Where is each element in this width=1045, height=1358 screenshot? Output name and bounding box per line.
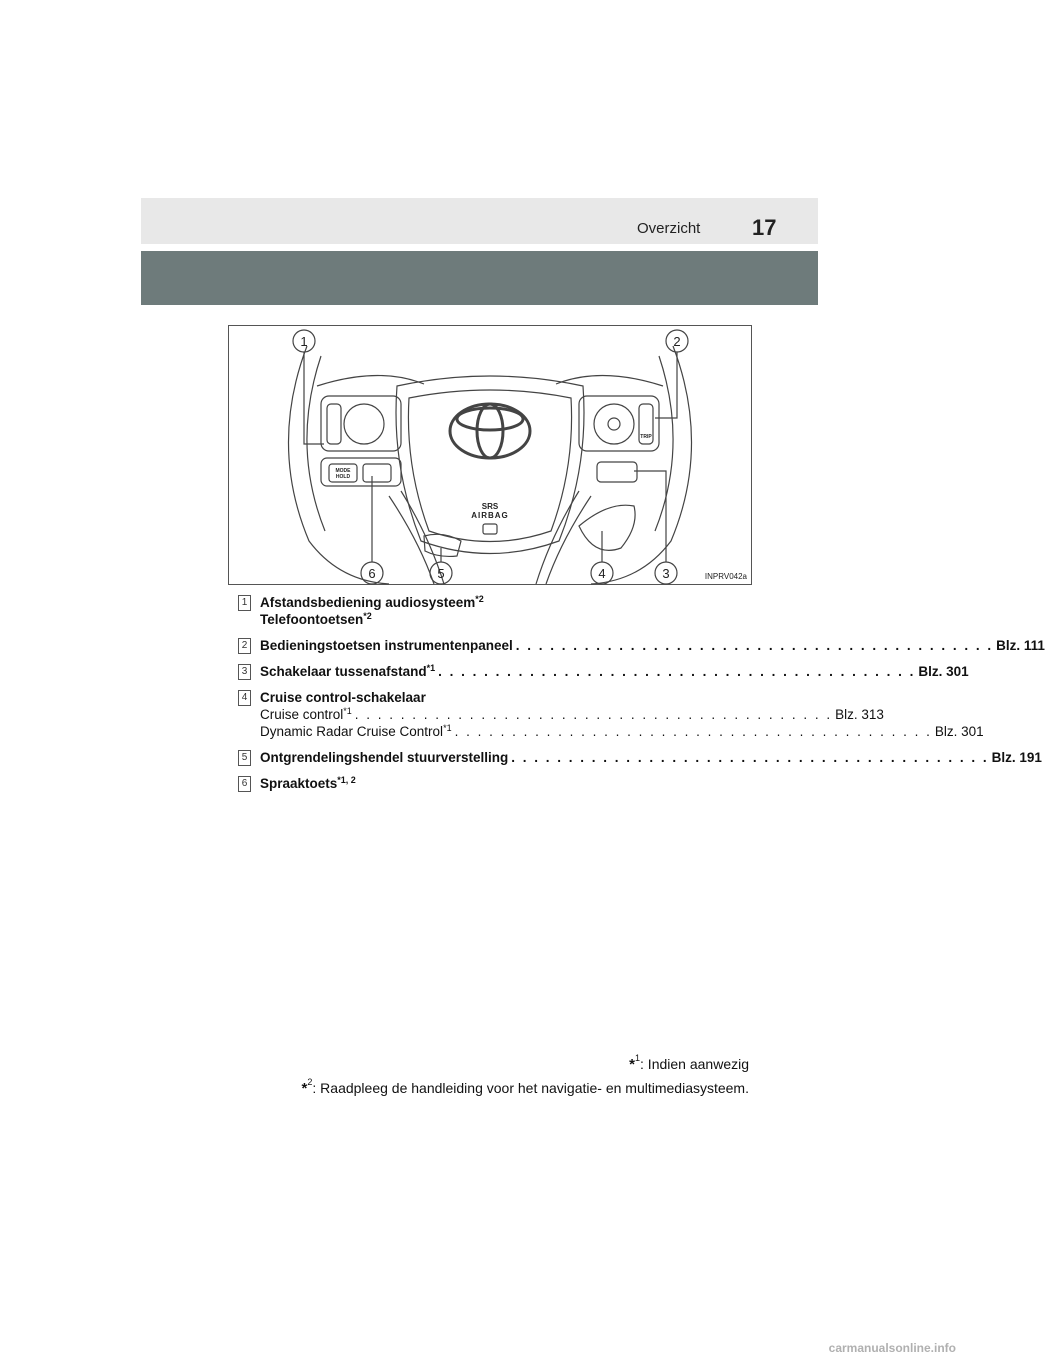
item-number-badge: 1 (238, 595, 251, 611)
image-code: INPRV042a (704, 572, 747, 581)
item-number-badge: 3 (238, 664, 251, 680)
item-number-badge: 5 (238, 750, 251, 766)
steering-wheel-figure (228, 325, 752, 585)
leader-dots: . . . . . . . . . . . . . . . . . . . . . . . . . . . . . . . . . . . . . . . . . . (511, 750, 989, 765)
page-reference: Blz. 191 (991, 750, 1042, 765)
header-dark-band (141, 251, 818, 305)
callout-1: 1 (300, 334, 308, 349)
list-item (238, 594, 738, 628)
hold-label: HOLD (335, 474, 351, 480)
watermark: carmanualsonline.info (828, 1341, 956, 1355)
item-label: Telefoontoetsen$^{*2}$ (260, 611, 372, 627)
item-label: Dynamic Radar Cruise Control$^{*1}$ (260, 723, 452, 739)
item-label: Cruise control$^{*1}$ (260, 706, 352, 722)
airbag-label-srs: SRS (481, 502, 499, 511)
airbag-label-airbag: AIRBAG (471, 511, 509, 520)
list-item (238, 689, 984, 740)
page-reference: Blz. 111 (996, 638, 1045, 653)
footnote-2: *$^2$: Raadpleeg de handleiding voor het navigatie- en multimediasysteem. (301, 1077, 749, 1097)
footnote-mark: *1 (426, 663, 436, 673)
list-item (238, 663, 969, 680)
item-label: Schakelaar tussenafstand$^{*1}$ (260, 663, 436, 679)
trip-label: TRIP (640, 434, 652, 440)
item-label: Cruise control-schakelaar (260, 690, 426, 705)
item-label: Afstandsbediening audiosysteem$^{*2}$ (260, 594, 484, 610)
header-top-band (141, 198, 818, 244)
callout-4: 4 (598, 566, 606, 581)
footnote-mark: *1, 2 (337, 775, 356, 785)
page-reference: Blz. 301 (918, 664, 969, 679)
list-item (238, 775, 738, 792)
footnote-mark: *2 (363, 611, 372, 621)
section-title: Overzicht (637, 220, 701, 237)
component-list (238, 594, 1045, 801)
list-item (238, 637, 1045, 654)
leader-dots: . . . . . . . . . . . . . . . . . . . . . . . . . . . . . . . . . . . . . . . . . . (515, 638, 994, 653)
leader-dots: . . . . . . . . . . . . . . . . . . . . . . . . . . . . . . . . . . . . . . . . . . (454, 724, 932, 739)
item-number-badge: 4 (238, 690, 251, 706)
list-item (238, 749, 1042, 766)
leader-dots: . . . . . . . . . . . . . . . . . . . . . . . . . . . . . . . . . . . . . . . . . . (438, 664, 916, 679)
callout-5: 5 (437, 566, 445, 581)
callout-6: 6 (368, 566, 376, 581)
page-reference: Blz. 313 (835, 707, 884, 722)
callout-2: 2 (673, 334, 681, 349)
page-number: 17 (752, 215, 777, 240)
item-label: Spraaktoets$^{*1, 2}$ (260, 775, 356, 791)
footnote-1: *$^1$: Indien aanwezig (629, 1053, 749, 1073)
footnote-mark: *1 (343, 706, 352, 716)
item-number-badge: 6 (238, 776, 251, 792)
steering-wheel-illustration (229, 326, 751, 584)
leader-dots: . . . . . . . . . . . . . . . . . . . . . . . . . . . . . . . . . . . . . . . . . . (354, 707, 833, 722)
mode-label: MODE (335, 468, 351, 474)
item-label: Bedieningstoetsen instrumentenpaneel (260, 638, 513, 653)
item-label: Ontgrendelingshendel stuurverstelling (260, 750, 509, 765)
callout-3: 3 (662, 566, 670, 581)
item-number-badge: 2 (238, 638, 251, 654)
footnote-mark: *2 (475, 594, 484, 604)
footnote-mark: *1 (443, 723, 452, 733)
page-reference: Blz. 301 (934, 724, 984, 739)
